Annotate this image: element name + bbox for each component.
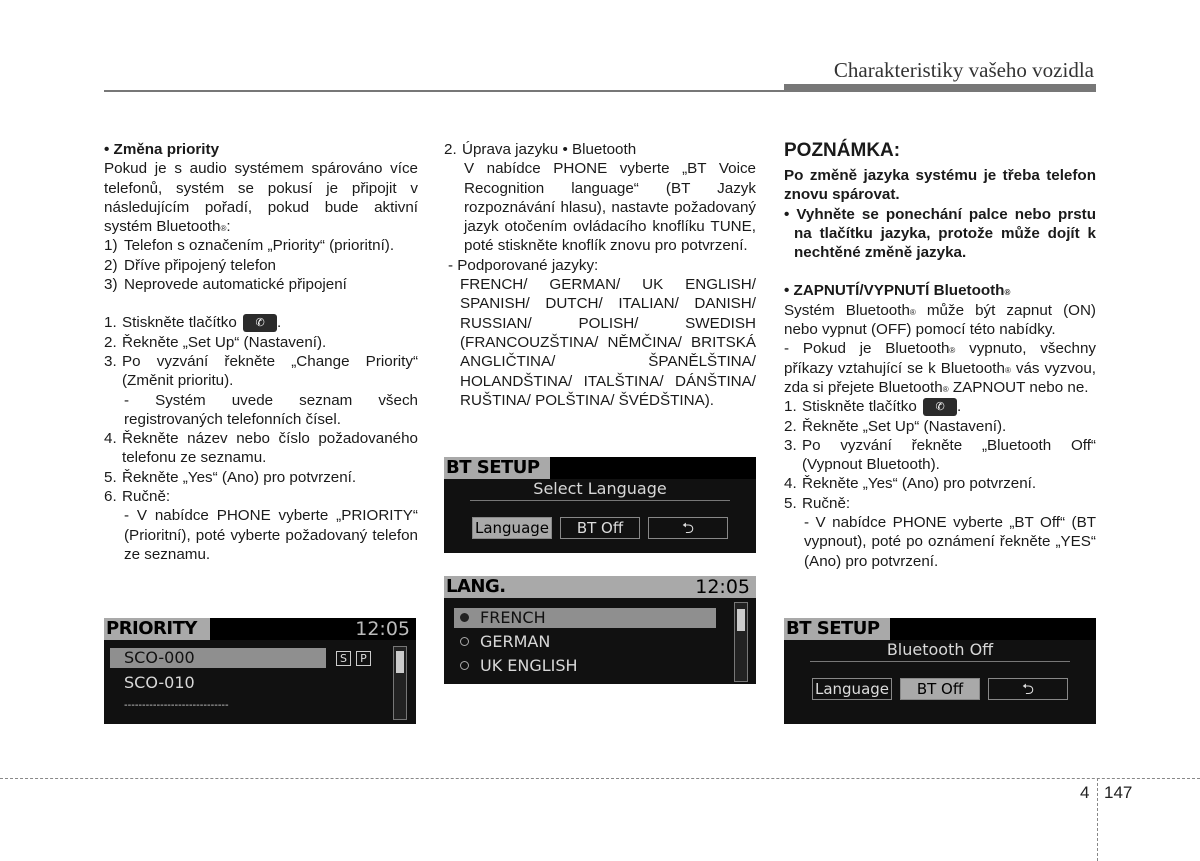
language-select-screen	[444, 576, 756, 684]
bt-setup-title: BT SETUP	[784, 618, 890, 640]
badge-p: P	[356, 651, 371, 666]
supported-languages-list: FRENCH/ GERMAN/ UK ENGLISH/ SPANISH/ DUTCH/ ITALIAN/ DANISH/ RUSSIAN/ POLISH/ SWEDISH (FRANCOUZŠTINA/ NĚMČINA/ BRITSKÁ ANGLIČTINA/ ŠPANĚLŠTINA/ HOLANDŠTINA/ ITALŠTINA/ DÁNŠTINA/ RUŠTINA/ POLŠTINA/ ŠVÉDŠTINA).	[460, 276, 756, 409]
priority-step-5: 5. Řekněte „Yes“ (Ano) pro potvrzení.	[104, 468, 357, 486]
priority-list-item-3: 3) Neprovede automatické připojení	[104, 276, 347, 294]
bt-onoff-step-5-note: - V nabídce PHONE vyberte „BT Off“ (BT vypnout), poté po oznámení řekněte „YES“ (Ano) pro potvrzení.	[804, 514, 1096, 570]
bt-onoff-step-5: 5. Ručně:	[784, 494, 851, 512]
back-button-icon: ⮌	[648, 517, 728, 539]
priority-screen	[104, 618, 416, 724]
priority-step-6: 6. Ručně:	[104, 488, 171, 506]
priority-step-3: 3. Po vyzvání řekněte „Change Priority“ (Změnit prioritu).	[104, 352, 418, 390]
priority-intro: Pokud je s audio systémem spárováno více telefonů, systém se pokusí je připojit v následujícím pořadí, pokud bude aktivní systém Bluetooth®:	[104, 160, 418, 236]
priority-step-6-note: - V nabídce PHONE vyberte „PRIORITY“ (Prioritní), poté vyberte požadovaný telefon ze seznamu.	[124, 507, 418, 563]
bt-onoff-step-4: 4. Řekněte „Yes“ (Ano) pro potvrzení.	[784, 475, 1037, 493]
footer-vertical-rule	[1097, 778, 1098, 861]
priority-heading: • Změna priority	[104, 141, 220, 158]
phone-button-icon: ✆	[243, 314, 277, 332]
priority-item-empty: -----------------------------	[124, 700, 229, 711]
running-header-title: Charakteristiky vašeho vozidla	[833, 58, 1094, 82]
lang-scrollbar	[734, 602, 748, 682]
note-title: POZNÁMKA:	[784, 140, 901, 161]
radio-unselected-icon	[460, 661, 469, 670]
language-button: Language	[812, 678, 892, 700]
radio-selected-icon	[460, 613, 469, 622]
bt-setup-subtitle: Bluetooth Off	[886, 640, 994, 659]
bt-onoff-step-2: 2. Řekněte „Set Up“ (Nastavení).	[784, 417, 1007, 435]
bt-onoff-paragraph-1: Systém Bluetooth® může být zapnut (ON) nebo vypnut (OFF) pomocí této nabídky.	[784, 301, 1096, 339]
lang-item-german: GERMAN	[480, 632, 551, 651]
bt-onoff-step-3: 3. Po vyzvání řekněte „Bluetooth Off“ (Vypnout Bluetooth).	[784, 436, 1096, 474]
bt-setup-subtitle: Select Language	[533, 479, 667, 498]
bt-setup-title: BT SETUP	[444, 457, 550, 479]
column-language	[444, 140, 756, 410]
bt-off-button: BT Off	[560, 517, 640, 539]
priority-screen-time: 12:05	[355, 618, 410, 640]
lang-screen-time: 12:05	[695, 576, 750, 598]
phone-button-icon: ✆	[923, 398, 957, 416]
bt-setup-off-screen	[784, 618, 1096, 724]
language-paragraph: V nabídce PHONE vyberte „BT Voice Recognition language“ (BT Jazyk rozpoznávání hlasu), nastavte požadovaný jazyk otočením ovládacího knoflíku TUNE, poté stiskněte knoflík znovu pro potvrzení.	[464, 160, 756, 255]
footer-dashed-rule	[0, 778, 1200, 779]
language-heading: 2. Úprava jazyku • Bluetooth	[444, 141, 637, 158]
priority-scrollbar	[393, 646, 407, 720]
priority-item-sco-000: SCO-000	[110, 648, 326, 668]
note-paragraph-1: Po změně jazyka systému je třeba telefon znovu spárovat.	[784, 167, 1096, 204]
radio-unselected-icon	[460, 637, 469, 646]
supported-languages-label: - Podporované jazyky:	[448, 256, 599, 274]
column-bt-onoff	[784, 140, 1096, 571]
priority-step-1: 1. Stiskněte tlačítko ✆ .	[104, 314, 282, 332]
priority-screen-title: PRIORITY	[104, 618, 210, 640]
priority-step-3-note: - Systém uvede seznam všech registrovaných telefonních čísel.	[124, 391, 418, 428]
language-button: Language	[472, 517, 552, 539]
badge-s: S	[336, 651, 351, 666]
priority-item-sco-010: SCO-010	[124, 673, 195, 692]
lang-item-french: FRENCH	[454, 608, 716, 628]
bt-off-button: BT Off	[900, 678, 980, 700]
page-number: 147	[1104, 783, 1133, 802]
bt-onoff-heading: • ZAPNUTÍ/VYPNUTÍ Bluetooth®	[784, 282, 1011, 300]
bt-setup-language-screen	[444, 457, 756, 553]
bt-onoff-paragraph-2: - Pokud je Bluetooth® vypnuto, všechny příkazy vztahující se k Bluetooth® vás vyzvou, zda si přejete Bluetooth® ZAPNOUT nebo ne.	[784, 340, 1096, 396]
chapter-number: 4	[1080, 783, 1090, 802]
lang-screen-title: LANG.	[444, 576, 756, 598]
note-paragraph-2: • Vyhněte se ponechání palce nebo prstu na tlačítku jazyka, protože může dojít k nechtěné změně jazyka.	[784, 205, 1096, 262]
bt-onoff-step-1: 1. Stiskněte tlačítko ✆ .	[784, 398, 962, 416]
lang-item-uk-english: UK ENGLISH	[480, 656, 578, 675]
column-priority	[104, 140, 418, 564]
priority-step-2: 2. Řekněte „Set Up“ (Nastavení).	[104, 333, 327, 351]
priority-list-item-1: 1) Telefon s označením „Priority“ (prioritní).	[104, 237, 395, 255]
priority-step-4: 4. Řekněte název nebo číslo požadovaného telefonu ze seznamu.	[104, 430, 418, 467]
priority-list-item-2: 2) Dříve připojený telefon	[104, 256, 276, 274]
header-rule	[104, 90, 1096, 92]
back-button-icon: ⮌	[988, 678, 1068, 700]
